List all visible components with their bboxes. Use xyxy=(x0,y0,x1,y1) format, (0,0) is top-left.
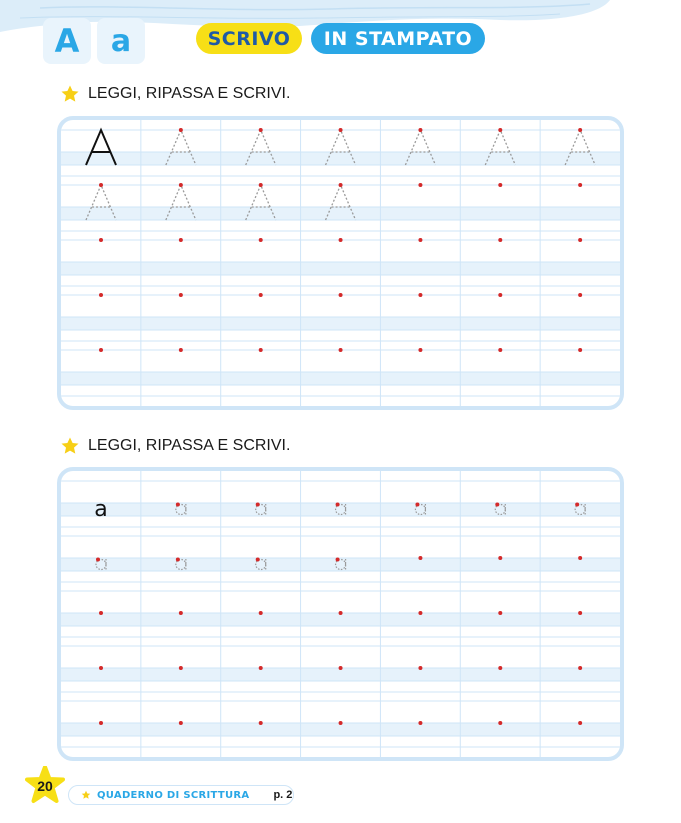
exercise-2-instruction xyxy=(60,436,290,456)
star-icon xyxy=(81,790,91,800)
start-dot xyxy=(418,721,422,725)
start-dot xyxy=(259,666,263,670)
start-dot xyxy=(259,238,263,242)
start-dot xyxy=(415,503,419,507)
start-dot xyxy=(575,503,579,507)
start-dot xyxy=(498,183,502,187)
start-dot xyxy=(578,721,582,725)
start-dot xyxy=(498,721,502,725)
start-dot xyxy=(578,666,582,670)
start-dot xyxy=(578,183,582,187)
start-dot xyxy=(418,666,422,670)
start-dot xyxy=(99,611,103,615)
start-dot xyxy=(418,183,422,187)
start-dot xyxy=(259,611,263,615)
start-dot xyxy=(498,293,502,297)
star-icon xyxy=(60,84,80,104)
start-dot xyxy=(176,558,180,562)
start-dot xyxy=(259,721,263,725)
start-dot xyxy=(96,558,100,562)
start-dot xyxy=(179,128,183,132)
start-dot xyxy=(179,348,183,352)
writing-band xyxy=(61,503,620,516)
start-dot xyxy=(256,503,260,507)
start-dot xyxy=(578,611,582,615)
page-number: 20 xyxy=(37,778,53,794)
start-dot xyxy=(578,238,582,242)
start-dot xyxy=(498,611,502,615)
start-dot xyxy=(339,666,343,670)
writing-grid-lowercase[interactable] xyxy=(57,467,624,761)
footer-page-ref: p. 2 xyxy=(273,789,293,801)
start-dot xyxy=(418,611,422,615)
writing-band xyxy=(61,372,620,385)
start-dot xyxy=(339,238,343,242)
writing-band xyxy=(61,207,620,220)
start-dot xyxy=(99,721,103,725)
start-dot xyxy=(418,238,422,242)
start-dot xyxy=(418,128,422,132)
start-dot xyxy=(179,293,183,297)
start-dot xyxy=(418,348,422,352)
writing-band xyxy=(61,262,620,275)
start-dot xyxy=(339,293,343,297)
start-dot xyxy=(495,503,499,507)
start-dot xyxy=(259,128,263,132)
writing-grid-uppercase[interactable] xyxy=(57,116,624,410)
start-dot xyxy=(99,293,103,297)
start-dot xyxy=(418,556,422,560)
start-dot xyxy=(339,128,343,132)
start-dot xyxy=(259,293,263,297)
scrivo-label: SCRIVO xyxy=(196,23,302,54)
start-dot xyxy=(179,183,183,187)
start-dot xyxy=(578,556,582,560)
start-dot xyxy=(339,183,343,187)
in-stampato-label: IN STAMPATO xyxy=(311,23,485,54)
letter-tile-lowercase: a xyxy=(97,18,145,64)
footer-reference xyxy=(68,785,294,805)
start-dot xyxy=(498,666,502,670)
start-dot xyxy=(179,611,183,615)
star-icon xyxy=(60,436,80,456)
start-dot xyxy=(99,238,103,242)
start-dot xyxy=(99,666,103,670)
start-dot xyxy=(336,503,340,507)
start-dot xyxy=(179,238,183,242)
start-dot xyxy=(256,558,260,562)
start-dot xyxy=(339,348,343,352)
start-dot xyxy=(179,666,183,670)
start-dot xyxy=(578,128,582,132)
start-dot xyxy=(179,721,183,725)
model-letter-lowercase-a: a xyxy=(94,497,108,522)
start-dot xyxy=(336,558,340,562)
start-dot xyxy=(339,611,343,615)
start-dot xyxy=(578,293,582,297)
start-dot xyxy=(498,556,502,560)
start-dot xyxy=(339,721,343,725)
start-dot xyxy=(99,348,103,352)
start-dot xyxy=(498,128,502,132)
start-dot xyxy=(99,183,103,187)
start-dot xyxy=(578,348,582,352)
start-dot xyxy=(259,183,263,187)
exercise-1-instruction-text: LEGGI, RIPASSA E SCRIVI. xyxy=(88,85,291,102)
writing-band xyxy=(61,558,620,571)
exercise-1-instruction xyxy=(60,84,290,104)
exercise-2-instruction-text: LEGGI, RIPASSA E SCRIVI. xyxy=(88,437,291,454)
start-dot xyxy=(418,293,422,297)
start-dot xyxy=(498,348,502,352)
start-dot xyxy=(176,503,180,507)
letter-tile-uppercase: A xyxy=(43,18,91,64)
writing-band xyxy=(61,152,620,165)
footer-book-title: QUADERNO DI SCRITTURA xyxy=(97,789,250,801)
writing-band xyxy=(61,317,620,330)
start-dot xyxy=(259,348,263,352)
start-dot xyxy=(498,238,502,242)
